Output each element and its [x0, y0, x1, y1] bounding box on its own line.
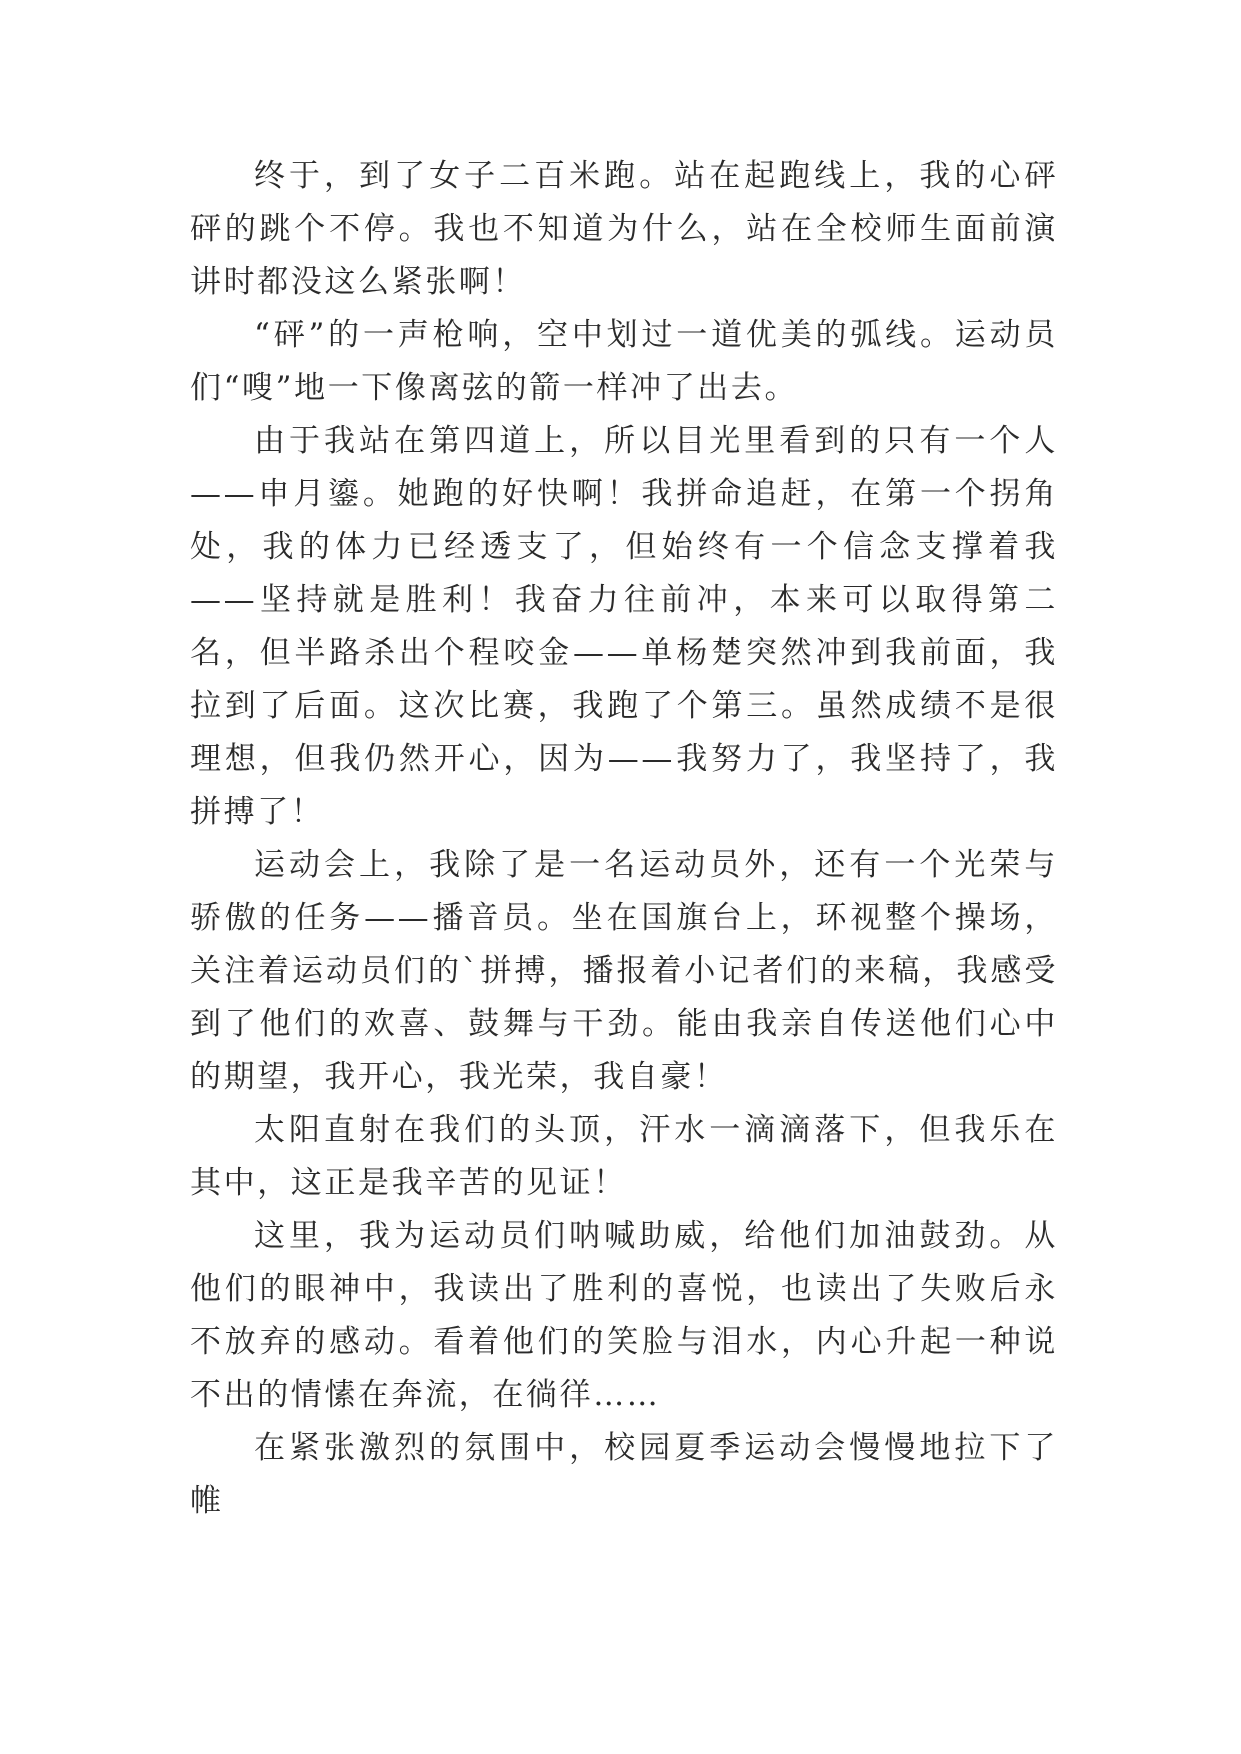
- paragraph: “砰”的一声枪响，空中划过一道优美的弧线。运动员们“嗖”地一下像离弦的箭一样冲了出去。: [190, 317, 1058, 406]
- article-body: [190, 150, 1058, 1528]
- paragraph: 太阳直射在我们的头顶，汗水一滴滴落下，但我乐在其中，这正是我辛苦的见证！: [190, 1112, 1058, 1201]
- paragraph: 终于，到了女子二百米跑。站在起跑线上，我的心砰砰的跳个不停。我也不知道为什么，站在全校师生面前演讲时都没这么紧张啊！: [190, 158, 1058, 300]
- paragraph: 由于我站在第四道上，所以目光里看到的只有一个人——申月鎏。她跑的好快啊！我拼命追赶，在第一个拐角处，我的体力已经透支了，但始终有一个信念支撑着我——坚持就是胜利！我奋力往前冲，本来可以取得第二名，但半路杀出个程咬金——单杨楚突然冲到我前面，我拉到了后面。这次比赛，我跑了个第三。虽然成绩不是很理想，但我仍然开心，因为——我努力了，我坚持了，我拼搏了！: [190, 423, 1058, 830]
- paragraph: 这里，我为运动员们呐喊助威，给他们加油鼓劲。从他们的眼神中，我读出了胜利的喜悦，也读出了失败后永不放弃的感动。看着他们的笑脸与泪水，内心升起一种说不出的情愫在奔流，在徜徉……: [190, 1218, 1058, 1413]
- paragraph: 运动会上，我除了是一名运动员外，还有一个光荣与骄傲的任务——播音员。坐在国旗台上，环视整个操场，关注着运动员们的`拼搏，播报着小记者们的来稿，我感受到了他们的欢喜、鼓舞与干劲。能由我亲自传送他们心中的期望，我开心，我光荣，我自豪！: [190, 847, 1058, 1095]
- paragraph: 在紧张激烈的氛围中，校园夏季运动会慢慢地拉下了帷: [190, 1430, 1058, 1519]
